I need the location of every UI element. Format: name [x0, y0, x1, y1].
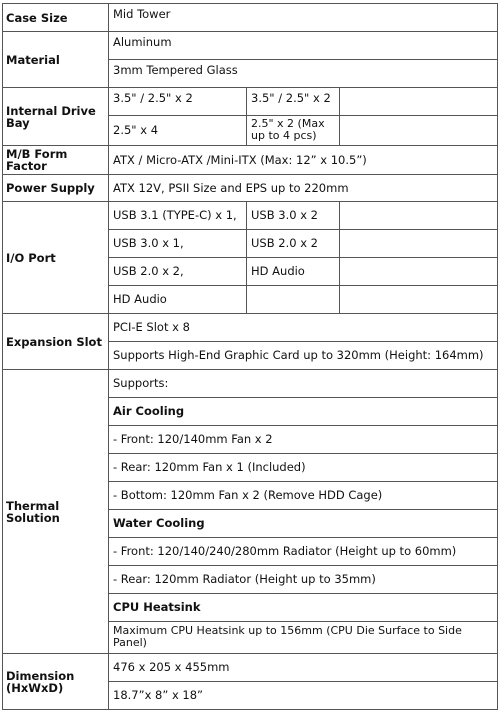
- row-io-1: [3, 202, 498, 230]
- label-case-size: Case Size: [3, 4, 109, 32]
- value-material-2: 3mm Tempered Glass: [109, 60, 498, 88]
- value-thermal-10: Maximum CPU Heatsink up to 156mm (CPU Die Surface to Side Panel): [109, 622, 498, 654]
- value-drive-bay-r1c3: [340, 88, 498, 116]
- value-thermal-7: - Front: 120/140/240/280mm Radiator (Height up to 60mm): [109, 538, 498, 566]
- row-material-1: [3, 32, 498, 60]
- label-power-supply: Power Supply: [3, 175, 109, 202]
- spec-table: [2, 3, 498, 710]
- label-drive-bay: Internal Drive Bay: [3, 88, 109, 146]
- value-io-r1c1: USB 3.1 (TYPE-C) x 1,: [109, 202, 247, 230]
- value-io-r3c3: [340, 258, 498, 286]
- value-expansion-2: Supports High-End Graphic Card up to 320mm (Height: 164mm): [109, 342, 498, 370]
- label-expansion: Expansion Slot: [3, 314, 109, 370]
- value-io-r2c1: USB 3.0 x 1,: [109, 230, 247, 258]
- value-thermal-air-heading: Air Cooling: [109, 398, 498, 426]
- value-thermal-8: - Rear: 120mm Radiator (Height up to 35mm): [109, 566, 498, 594]
- value-power-supply: ATX 12V, PSII Size and EPS up to 220mm: [109, 175, 498, 202]
- value-mb-form: ATX / Micro-ATX /Mini-ITX (Max: 12” x 10.5”): [109, 146, 498, 175]
- value-io-r4c1: HD Audio: [109, 286, 247, 314]
- value-io-r1c3: [340, 202, 498, 230]
- value-io-r2c3: [340, 230, 498, 258]
- value-case-size: Mid Tower: [109, 4, 498, 32]
- label-dimension: Dimension (HxWxD): [3, 654, 109, 710]
- value-thermal-1: Supports:: [109, 370, 498, 398]
- row-thermal-1: [3, 370, 498, 398]
- value-io-r3c2: HD Audio: [247, 258, 340, 286]
- value-io-r1c2: USB 3.0 x 2: [247, 202, 340, 230]
- row-dimension-1: [3, 654, 498, 682]
- value-drive-bay-r1c2: 3.5" / 2.5" x 2: [247, 88, 340, 116]
- value-thermal-4: - Rear: 120mm Fan x 1 (Included): [109, 454, 498, 482]
- value-io-r4c3: [340, 286, 498, 314]
- value-dimension-2: 18.7”x 8” x 18”: [109, 682, 498, 710]
- value-thermal-3: - Front: 120/140mm Fan x 2: [109, 426, 498, 454]
- row-power-supply: [3, 175, 498, 202]
- value-drive-bay-r2c1: 2.5" x 4: [109, 116, 247, 146]
- label-thermal: Thermal Solution: [3, 370, 109, 654]
- value-dimension-1: 476 x 205 x 455mm: [109, 654, 498, 682]
- value-io-r2c2: USB 2.0 x 2: [247, 230, 340, 258]
- value-thermal-5: - Bottom: 120mm Fan x 2 (Remove HDD Cage): [109, 482, 498, 510]
- value-io-r3c1: USB 2.0 x 2,: [109, 258, 247, 286]
- value-drive-bay-r1c1: 3.5" / 2.5" x 2: [109, 88, 247, 116]
- label-io-port: I/O Port: [3, 202, 109, 314]
- row-mb-form: [3, 146, 498, 175]
- row-drive-bay-1: [3, 88, 498, 116]
- label-mb-form: M/B Form Factor: [3, 146, 109, 175]
- value-drive-bay-r2c2: 2.5" x 2 (Max up to 4 pcs): [247, 116, 340, 146]
- value-expansion-1: PCI-E Slot x 8: [109, 314, 498, 342]
- value-thermal-water-heading: Water Cooling: [109, 510, 498, 538]
- value-io-r4c2: [247, 286, 340, 314]
- value-thermal-cpu-heading: CPU Heatsink: [109, 594, 498, 622]
- row-expansion-1: [3, 314, 498, 342]
- row-case-size: [3, 4, 498, 32]
- value-drive-bay-r2c3: [340, 116, 498, 146]
- label-material: Material: [3, 32, 109, 88]
- value-material-1: Aluminum: [109, 32, 498, 60]
